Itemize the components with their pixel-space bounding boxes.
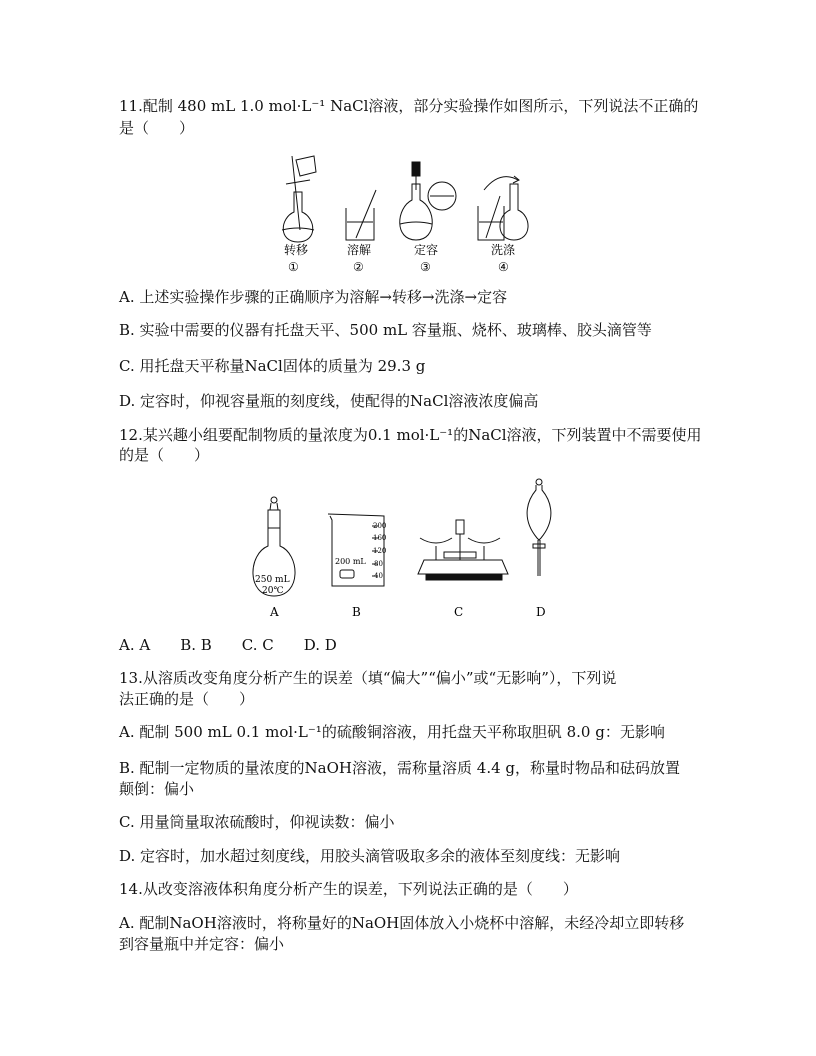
q11-operations-figure (270, 150, 540, 275)
dissolve-apparatus (346, 190, 376, 240)
q11-fig-num-3: ③ (420, 260, 431, 274)
q11-stem-line1: 11.配制 480 mL 1.0 mol·L⁻¹ NaCl溶液，部分实验操作如图所示，下列说法不正确的 (119, 97, 699, 115)
q12-apparatus-figure (240, 476, 570, 622)
q12-stem-line1: 12.某兴趣小组要配制物质的量浓度为0.1 mol·L⁻¹的NaCl溶液，下列装置中不需要使用 (119, 426, 702, 444)
q13-option-c: C. 用量筒量取浓硫酸时，仰视读数：偏小 (119, 813, 395, 831)
q11-option-d: D. 定容时，仰视容量瓶的刻度线，使配得的NaCl溶液浓度偏高 (119, 392, 539, 410)
q12-fig-label-d: D (536, 605, 546, 619)
q11-option-b: B. 实验中需要的仪器有托盘天平、500 mL 容量瓶、烧杯、玻璃棒、胶头滴管等 (119, 321, 652, 339)
q12-options: A. A B. B C. C D. D (119, 636, 337, 654)
q11-option-c: C. 用托盘天平称量NaCl固体的质量为 29.3 g (119, 357, 426, 375)
q11-fig-num-4: ④ (498, 260, 509, 274)
q14-option-a-line1: A. 配制NaOH溶液时，将称量好的NaOH固体放入小烧杯中溶解，未经冷却立即转移 (119, 914, 685, 932)
q12-fig-label-c: C (454, 605, 464, 619)
tray-balance (418, 520, 508, 580)
separatory-funnel (527, 479, 551, 576)
q11-fig-label-3: 定容 (414, 243, 439, 257)
washing-apparatus (478, 176, 528, 240)
beaker-tick-40: 40 (374, 572, 383, 580)
q12-stem-line2: 的是（ ） (119, 446, 210, 464)
flask-volume-text: 250 mL (255, 575, 290, 585)
beaker-tick-80: 80 (374, 560, 383, 568)
q11-option-a: A. 上述实验操作步骤的正确顺序为溶解→转移→洗涤→定容 (119, 288, 508, 306)
q11-stem-line2: 是（ ） (119, 119, 195, 137)
beaker-tick-160: 160 (373, 534, 387, 542)
q13-stem-line1: 13.从溶质改变角度分析产生的误差（填“偏大”“偏小”或“无影响”），下列说 (119, 669, 617, 687)
q12-fig-label-b: B (352, 605, 361, 619)
q11-fig-label-1: 转移 (284, 243, 309, 257)
q13-option-b-line2: 颠倒：偏小 (119, 780, 195, 798)
flask-temperature-text: 20℃ (262, 586, 284, 596)
beaker-capacity-text: 200 mL (335, 557, 366, 566)
q11-fig-num-1: ① (288, 260, 299, 274)
transfer-apparatus (282, 156, 316, 242)
q14-stem: 14.从改变溶液体积角度分析产生的误差，下列说法正确的是（ ） (119, 880, 578, 898)
beaker-tick-120: 120 (373, 547, 387, 555)
q13-option-d: D. 定容时，加水超过刻度线，用胶头滴管吸取多余的液体至刻度线：无影响 (119, 847, 621, 865)
q14-option-a-line2: 到容量瓶中并定容：偏小 (119, 935, 285, 953)
q12-fig-label-a: A (270, 605, 279, 619)
q13-option-b-line1: B. 配制一定物质的量浓度的NaOH溶液，需称量溶质 4.4 g，称量时物品和砝码放置 (119, 759, 681, 777)
q11-fig-label-2: 溶解 (347, 243, 372, 257)
q13-stem-line2: 法正确的是（ ） (119, 690, 255, 708)
volume-adjust-apparatus (400, 162, 456, 240)
q13-option-a: A. 配制 500 mL 0.1 mol·L⁻¹的硫酸铜溶液，用托盘天平称取胆矾 8.0 g：无影响 (119, 723, 665, 741)
q11-fig-num-2: ② (353, 260, 364, 274)
beaker-tick-200: 200 (373, 522, 387, 530)
q11-fig-label-4: 洗涤 (491, 243, 516, 257)
